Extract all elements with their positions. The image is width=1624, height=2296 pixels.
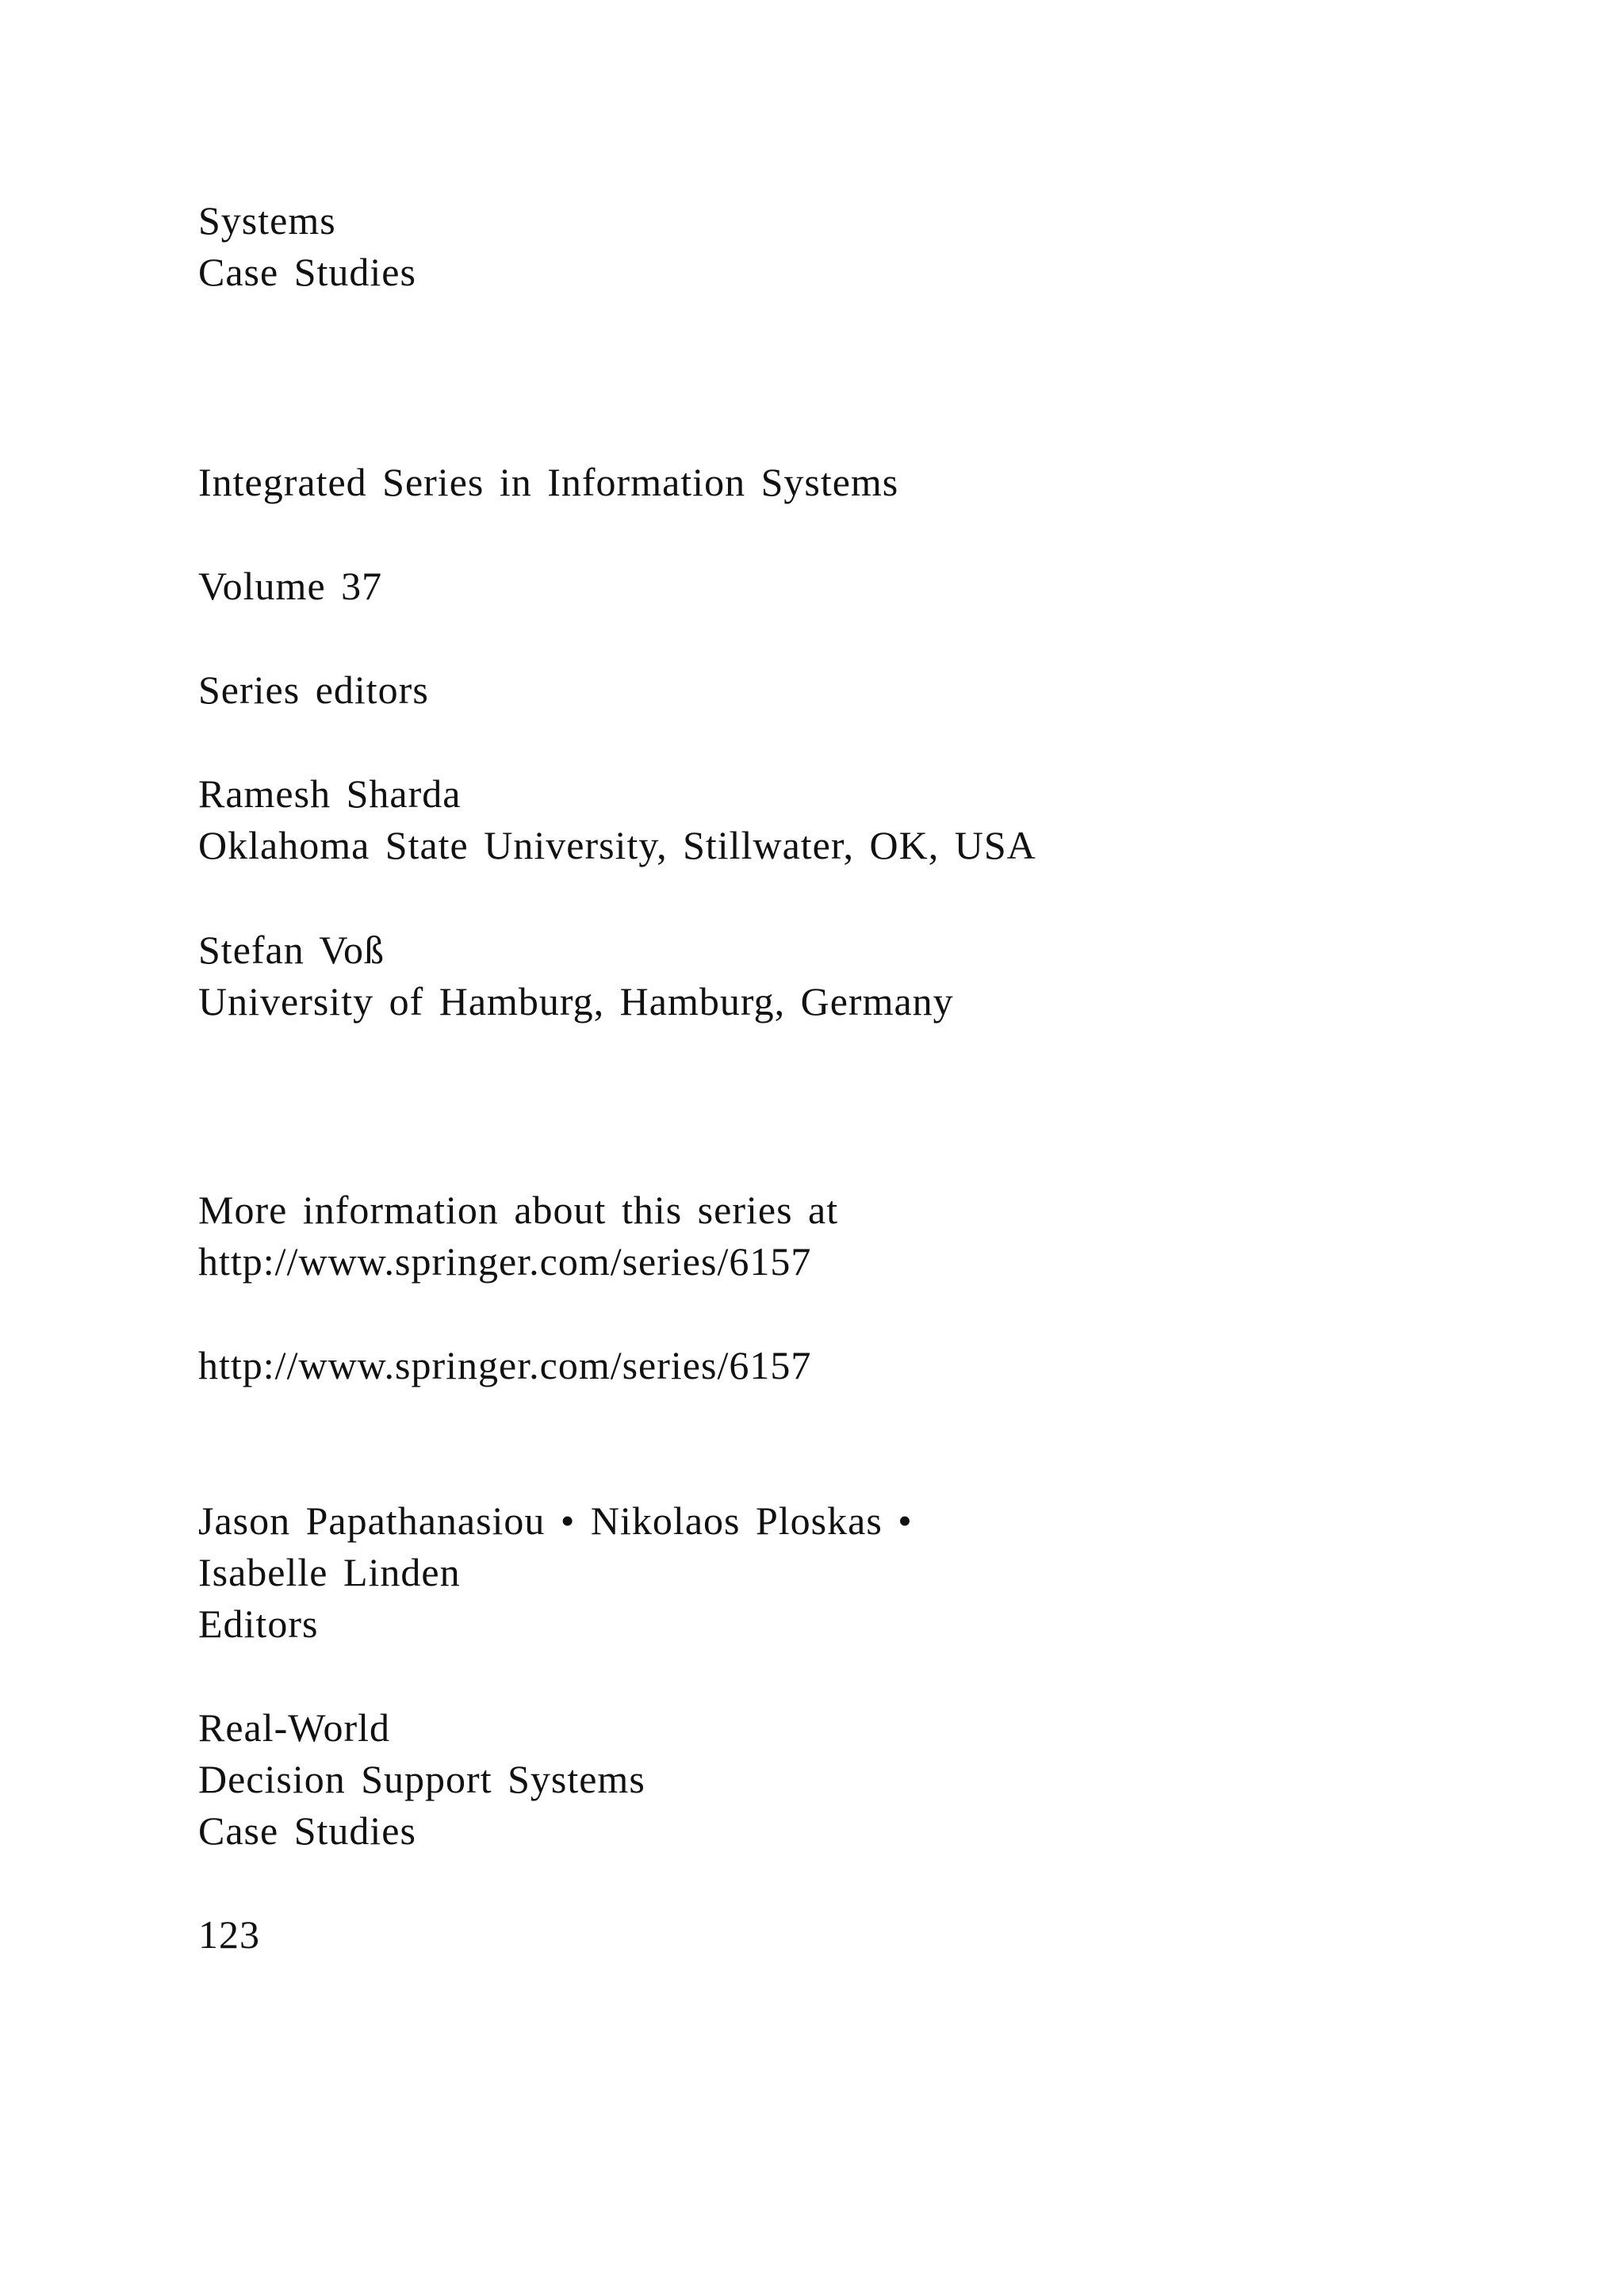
book-editors-role: Editors bbox=[198, 1601, 319, 1646]
book-title-line3: Case Studies bbox=[198, 1808, 416, 1853]
more-info-url-inline: http://www.springer.com/series/6157 bbox=[198, 1239, 812, 1284]
series-editors-label: Series editors bbox=[198, 668, 429, 712]
series-editor1-name: Ramesh Sharda bbox=[198, 771, 462, 816]
publisher-mark: 123 bbox=[198, 1912, 260, 1957]
heading-fragment-line2: Case Studies bbox=[198, 250, 416, 294]
book-title-line1: Real-World bbox=[198, 1705, 391, 1750]
book-authors-line1: Jason Papathanasiou • Nikolaos Ploskas • bbox=[198, 1498, 913, 1543]
series-editor1-affiliation: Oklahoma State University, Stillwater, OK, USA bbox=[198, 823, 1036, 867]
series-title: Integrated Series in Information Systems bbox=[198, 460, 899, 504]
book-title-line2: Decision Support Systems bbox=[198, 1757, 645, 1801]
series-volume: Volume 37 bbox=[198, 564, 383, 608]
series-editor2-affiliation: University of Hamburg, Hamburg, Germany bbox=[198, 979, 954, 1024]
heading-fragment-line1: Systems bbox=[198, 198, 336, 243]
more-info-url: http://www.springer.com/series/6157 bbox=[198, 1343, 812, 1387]
series-editor2-name: Stefan Voß bbox=[198, 928, 385, 972]
more-info-text: More information about this series at bbox=[198, 1188, 839, 1232]
book-authors-line2: Isabelle Linden bbox=[198, 1550, 461, 1594]
